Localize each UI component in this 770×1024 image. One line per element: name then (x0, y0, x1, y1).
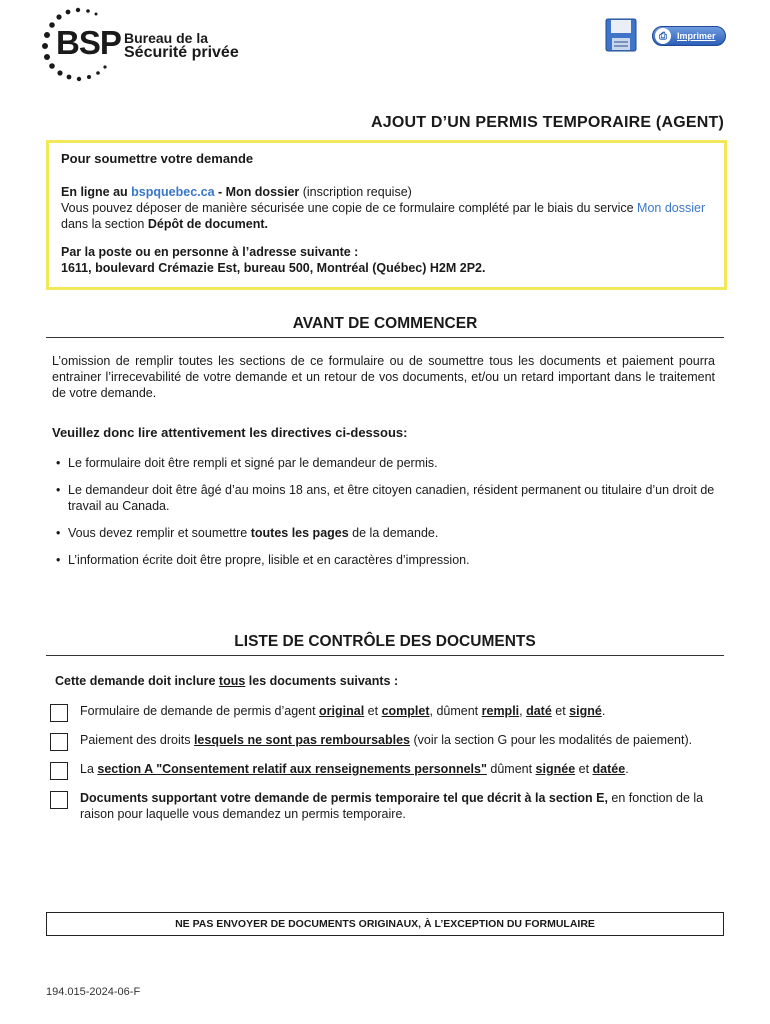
print-button[interactable] (652, 26, 726, 46)
checklist-item-payment: Paiement des droits lesquels ne sont pas remboursables (voir la section G pour les modalités de paiement). (50, 732, 722, 751)
document-checklist (50, 703, 722, 832)
section-title-checklist: LISTE DE CONTRÔLE DES DOCUMENTS (234, 633, 536, 650)
submission-heading: Pour soumettre votre demande (61, 151, 254, 166)
checklist-item-form: Formulaire de demande de permis d’agent original et complet, dûment rempli, daté et signé. (50, 703, 722, 722)
mail-heading: Par la poste ou en personne à l’adresse suivante : (61, 245, 359, 259)
divider (46, 655, 724, 656)
checkbox-consent[interactable] (50, 762, 68, 780)
bspquebec-link[interactable]: bspquebec.ca (131, 185, 215, 199)
checklist-item-documents: Documents supportant votre demande de permis temporaire tel que décrit à la section E, en fonction de la raison pour laquelle vous demandez un permis temporaire. (50, 790, 722, 822)
online-text2: dans la section (61, 217, 148, 231)
originals-notice: NE PAS ENVOYER DE DOCUMENTS ORIGINAUX, À L’EXCEPTION DU FORMULAIRE (46, 912, 724, 936)
bsp-logo (40, 4, 240, 84)
divider (46, 337, 724, 338)
submission-box (46, 140, 727, 290)
mon-dossier-link[interactable]: Mon dossier (637, 201, 706, 215)
save-button[interactable] (605, 18, 637, 52)
list-item: • Le demandeur doit être âgé d’au moins 18 ans, et être citoyen canadien, résident permanent ou titulaire d’un droit de travail au Canada. (56, 482, 721, 514)
form-code: 194.015-2024-06-F (46, 986, 141, 998)
directives-list (56, 455, 721, 579)
print-label: Imprimer (677, 31, 716, 41)
online-bold: Dépôt de document. (147, 217, 269, 231)
online-note: (inscription requise) (299, 185, 412, 199)
checkbox-payment[interactable] (50, 733, 68, 751)
logo-line1: Bureau de la (124, 30, 209, 46)
checkbox-form[interactable] (50, 704, 68, 722)
checklist-item-consent: La section A "Consentement relatif aux renseignements personnels" dûment signée et datée. (50, 761, 722, 780)
list-item: • L’information écrite doit être propre, lisible et en caractères d’impression. (56, 552, 721, 568)
intro-paragraph: L’omission de remplir toutes les sections de ce formulaire ou de soumettre tous les documents et paiement pourra entrainer l’irrecevabilité de votre demande et un retour de vos documents, et/ou un retard important dans le traitement de votre demande. (52, 354, 715, 400)
mail-address: 1611, boulevard Crémazie Est, bureau 500, Montréal (Québec) H2M 2P2. (61, 261, 486, 275)
online-prefix: En ligne au (61, 185, 132, 199)
printer-icon: ⎙ (655, 28, 671, 44)
page-title: AJOUT D’UN PERMIS TEMPORAIRE (AGENT) (371, 114, 724, 131)
list-item: • Vous devez remplir et soumettre toutes les pages de la demande. (56, 525, 721, 541)
logo-text: BSP (56, 24, 121, 61)
checklist-intro: Cette demande doit inclure tous les documents suivants : (55, 674, 399, 688)
online-description (61, 200, 712, 232)
checkbox-documents[interactable] (50, 791, 68, 809)
floppy-disk-icon (605, 18, 637, 52)
logo-line2: Sécurité privée (124, 44, 239, 61)
list-item: • Le formulaire doit être rempli et signé par le demandeur de permis. (56, 455, 721, 471)
online-suffix: - Mon dossier (214, 185, 300, 199)
directives-heading: Veuillez donc lire attentivement les directives ci-dessous: (52, 425, 408, 440)
online-line (61, 184, 712, 200)
section-title-before: AVANT DE COMMENCER (292, 315, 478, 332)
online-text1: Vous pouvez déposer de manière sécurisée une copie de ce formulaire complété par le biais du service (61, 201, 638, 215)
